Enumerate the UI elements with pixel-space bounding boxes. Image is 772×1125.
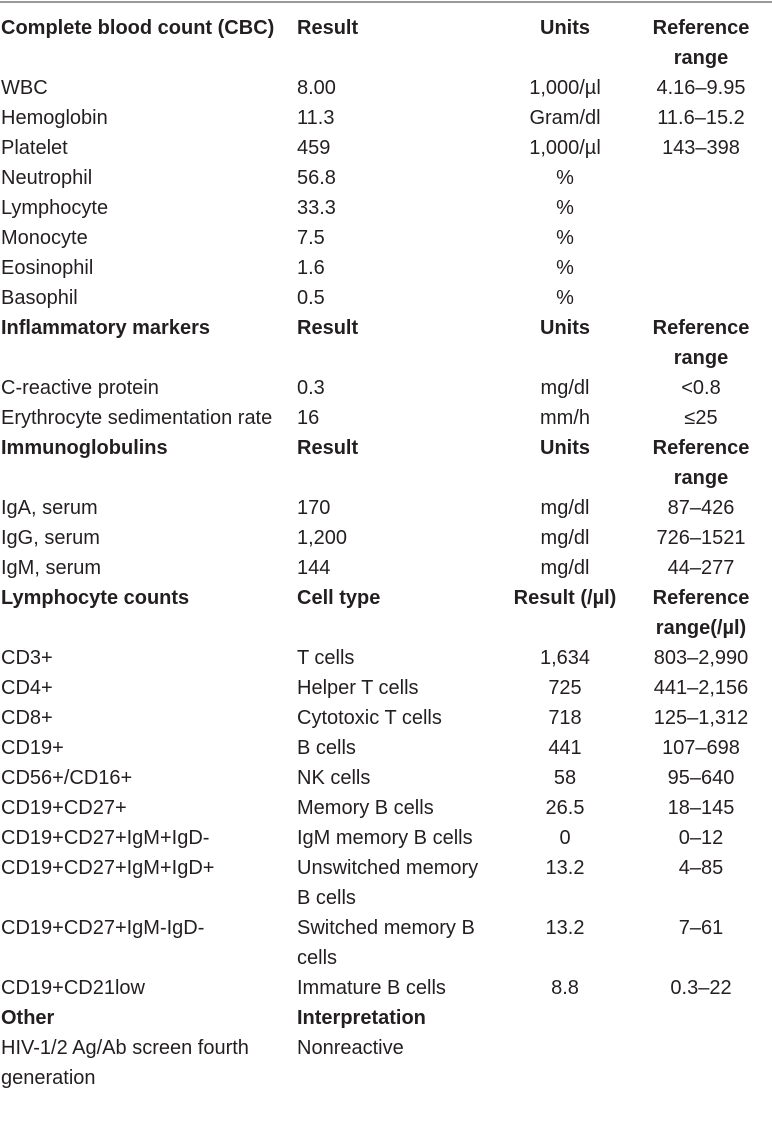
reference-value: 726–1521 [656, 527, 746, 549]
result-value: 16 [297, 407, 320, 429]
units-value: % [556, 167, 574, 189]
result-value: 441 [548, 737, 582, 759]
reference-value: 803–2,990 [653, 647, 749, 669]
table-row [0, 973, 772, 1003]
section-header-result: Result (/µl) [513, 587, 617, 609]
table-row [0, 403, 772, 433]
table-row [0, 793, 772, 823]
units-value: 1,000/µl [529, 137, 601, 159]
marker-name: CD19+CD27+IgM+IgD+ [1, 857, 215, 879]
section-header-result: Result [297, 437, 359, 459]
result-value: 8.00 [297, 77, 336, 99]
table-row [0, 373, 772, 403]
result-value: 26.5 [545, 797, 585, 819]
table-row [0, 133, 772, 163]
table-row [0, 283, 772, 313]
empty-cell [630, 1033, 772, 1093]
units-value: mg/dl [540, 527, 590, 549]
empty-cell [500, 1003, 630, 1033]
reference-value [630, 193, 772, 223]
table-row [0, 703, 772, 733]
result-value: 725 [548, 677, 582, 699]
reference-value: 441–2,156 [653, 677, 749, 699]
result-value: 1,200 [297, 527, 348, 549]
reference-value: 18–145 [667, 797, 735, 819]
section-header-reference: Reference range [652, 437, 750, 489]
marker-name: CD19+CD27+IgM-IgD- [1, 917, 205, 939]
units-value: mg/dl [540, 557, 590, 579]
section-header-row [0, 583, 772, 643]
section-header-units: Units [540, 17, 590, 39]
units-value: Gram/dl [529, 107, 601, 129]
section-header-row [0, 1003, 772, 1033]
table-row [0, 103, 772, 133]
section-header-test: Other [1, 1007, 55, 1029]
reference-value: 95–640 [667, 767, 735, 789]
table-row [0, 733, 772, 763]
result-value: 1.6 [297, 257, 325, 279]
table-row [0, 73, 772, 103]
marker-name: CD19+CD27+ [1, 797, 127, 819]
cell-type-value: B cells [297, 737, 356, 759]
section-header-result: Result [297, 317, 359, 339]
empty-cell [500, 1033, 630, 1093]
section-header-reference: Reference range [652, 17, 750, 69]
marker-name: CD56+/CD16+ [1, 767, 133, 789]
table-top-rule [0, 1, 772, 3]
reference-value: 44–277 [667, 557, 735, 579]
cell-type-value: T cells [297, 647, 355, 669]
cell-type-value: IgM memory B cells [297, 827, 473, 849]
section-header-units: Units [540, 317, 590, 339]
reference-value: 125–1,312 [653, 707, 749, 729]
test-name: Erythrocyte sedimentation rate [1, 407, 273, 429]
units-value: % [556, 287, 574, 309]
section-header-row [0, 313, 772, 373]
test-name: Monocyte [1, 227, 88, 249]
table-row [0, 223, 772, 253]
cell-type-value: Helper T cells [297, 677, 419, 699]
table-row [0, 493, 772, 523]
result-value: 0 [559, 827, 571, 849]
result-value: 144 [297, 557, 331, 579]
result-value: 56.8 [297, 167, 336, 189]
result-value: 0.5 [297, 287, 325, 309]
section-header-test: Inflammatory markers [1, 317, 210, 339]
table-row [0, 163, 772, 193]
result-value: 459 [297, 137, 331, 159]
reference-value: 0.3–22 [670, 977, 732, 999]
marker-name: CD8+ [1, 707, 53, 729]
cell-type-value: Memory B cells [297, 797, 434, 819]
units-value: % [556, 197, 574, 219]
marker-name: CD4+ [1, 677, 53, 699]
test-name: Lymphocyte [1, 197, 109, 219]
result-value: 13.2 [545, 857, 585, 879]
cell-type-value: Switched memory B cells [297, 917, 475, 969]
section-header-result: Result [297, 17, 359, 39]
units-value: mg/dl [540, 497, 590, 519]
cell-type-value: Cytotoxic T cells [297, 707, 442, 729]
table-row [0, 913, 772, 973]
reference-value: 107–698 [662, 737, 740, 759]
result-value: 1,634 [539, 647, 591, 669]
section-header-test: Lymphocyte counts [1, 587, 190, 609]
test-name: WBC [1, 77, 48, 99]
test-name: IgM, serum [1, 557, 102, 579]
interpretation-value: Nonreactive [297, 1037, 404, 1059]
units-value: 1,000/µl [529, 77, 601, 99]
result-value: 8.8 [551, 977, 579, 999]
lab-results-table [0, 13, 772, 1093]
section-header-test: Complete blood count (CBC) [1, 17, 275, 39]
table-row [0, 523, 772, 553]
section-header-row [0, 13, 772, 73]
reference-value: ≤25 [684, 407, 718, 429]
marker-name: CD19+ [1, 737, 64, 759]
result-value: 13.2 [545, 917, 585, 939]
marker-name: CD19+CD27+IgM+IgD- [1, 827, 210, 849]
test-name: C-reactive protein [1, 377, 159, 399]
cell-type-value: NK cells [297, 767, 371, 789]
reference-value [630, 253, 772, 283]
table-row [0, 193, 772, 223]
reference-value: 4–85 [678, 857, 724, 879]
reference-value: 0–12 [678, 827, 724, 849]
test-name: Eosinophil [1, 257, 94, 279]
section-header-reference: Reference range(/µl) [652, 587, 750, 639]
result-value: 0.3 [297, 377, 325, 399]
result-value: 58 [553, 767, 577, 789]
test-name: Platelet [1, 137, 68, 159]
empty-cell [630, 1003, 772, 1033]
units-value: % [556, 257, 574, 279]
table-row [0, 553, 772, 583]
table-row [0, 853, 772, 913]
test-name: HIV-1/2 Ag/Ab screen fourth generation [1, 1037, 249, 1089]
section-header-interpretation: Interpretation [297, 1007, 426, 1029]
cell-type-value: Unswitched memory B cells [297, 857, 479, 909]
table-row [0, 1033, 772, 1093]
reference-value [630, 163, 772, 193]
result-value: 170 [297, 497, 331, 519]
section-header-reference: Reference range [652, 317, 750, 369]
result-value: 7.5 [297, 227, 325, 249]
test-name: IgA, serum [1, 497, 98, 519]
marker-name: CD19+CD21low [1, 977, 145, 999]
marker-name: CD3+ [1, 647, 53, 669]
units-value: mm/h [540, 407, 590, 429]
test-name: Basophil [1, 287, 78, 309]
reference-value: 7–61 [678, 917, 724, 939]
test-name: Hemoglobin [1, 107, 108, 129]
reference-value [630, 283, 772, 313]
section-header-units: Units [540, 437, 590, 459]
section-header-cell-type: Cell type [297, 587, 381, 609]
reference-value: <0.8 [681, 377, 721, 399]
test-name: IgG, serum [1, 527, 100, 549]
cell-type-value: Immature B cells [297, 977, 446, 999]
reference-value [630, 223, 772, 253]
result-value: 11.3 [297, 107, 335, 129]
table-row [0, 823, 772, 853]
reference-value: 11.6–15.2 [657, 107, 745, 129]
units-value: mg/dl [540, 377, 590, 399]
test-name: Neutrophil [1, 167, 93, 189]
table-row [0, 763, 772, 793]
units-value: % [556, 227, 574, 249]
reference-value: 87–426 [667, 497, 735, 519]
table-row [0, 673, 772, 703]
section-header-row [0, 433, 772, 493]
reference-value: 143–398 [662, 137, 740, 159]
reference-value: 4.16–9.95 [656, 77, 746, 99]
table-row [0, 643, 772, 673]
result-value: 718 [548, 707, 582, 729]
table-row [0, 253, 772, 283]
result-value: 33.3 [297, 197, 336, 219]
section-header-test: Immunoglobulins [1, 437, 168, 459]
